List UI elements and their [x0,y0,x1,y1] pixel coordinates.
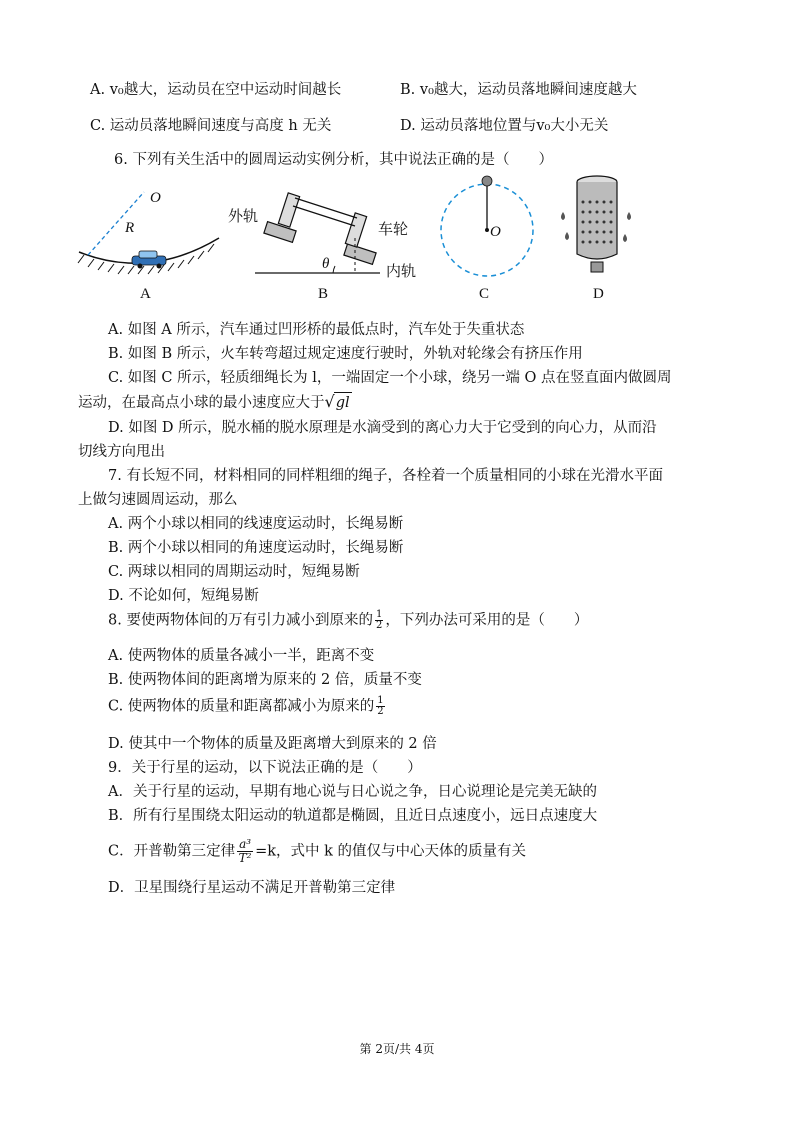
q6-option-d-line1: D. 如图 D 所示，脱水桶的脱水原理是水滴受到的离心力大于它受到的向心力，从而沿 [108,420,657,436]
q9-option-c: C．开普勒第三定律 $\frac{\text{a³}}{\text{T²}}$ =k，式中 k 的值仅与中心天体的质量有关 [108,837,527,865]
figure-a-label: A [140,286,151,302]
q7-option-a: A. 两个小球以相同的线速度运动时，长绳易断 [108,516,404,532]
q8-c-fraction: $\frac{1}{2}$ [377,695,384,717]
q5-option-d: D. 运动员落地位置与v₀大小无关 [400,118,609,134]
q9-option-d: D．卫星围绕行星运动不满足开普勒第三定律 [108,880,396,896]
q9-stem: 9．关于行星的运动，以下说法正确的是（ ） [108,760,422,776]
q6-option-b: B. 如图 B 所示，火车转弯超过规定速度行驶时，外轨对轮缘会有挤压作用 [108,346,583,362]
page-footer: 第 2页/共 4页 [359,1042,435,1056]
figure-c-label: C [479,286,490,302]
figure-c-o-label: O [490,224,501,240]
figure-a-r-label: R [125,220,135,236]
q9-option-b: B．所有行星围绕太阳运动的轨道都是椭圆，且近日点速度小，远日点速度大 [108,808,598,824]
figure-b-label: B [318,286,329,302]
wheel-label: 车轮 [378,222,409,238]
q7-option-c: C. 两球以相同的周期运动时，短绳易断 [108,564,360,580]
sqrt-gl: gl [334,392,352,413]
q6-option-a: A. 如图 A 所示，汽车通过凹形桥的最低点时，汽车处于失重状态 [108,322,525,338]
q9-option-a: A．关于行星的运动，早期有地心说与日心说之争，日心说理论是完美无缺的 [108,784,597,800]
q8-option-d: D. 使其中一个物体的质量及距离增大到原来的 2 倍 [108,736,437,752]
q8-option-c: C. 使两物体的质量和距离都减小为原来的 $\frac{1}{2}$ [108,695,384,717]
q8-option-b: B. 使两物体间的距离增为原来的 2 倍，质量不变 [108,672,422,688]
q7-option-d: D. 不论如何，短绳易断 [108,588,259,604]
figure-a-o-label: O [150,190,161,206]
kepler-fraction: $\frac{\text{a³}}{\text{T²}}$ [238,837,252,865]
q6-stem: 6. 下列有关生活中的圆周运动实例分析，其中说法正确的是（ ） [114,152,553,168]
q7-stem-line2: 上做匀速圆周运动，那么 [78,492,238,508]
q5-option-c: C. 运动员落地瞬间速度与高度 h 无关 [90,118,332,134]
q8-option-a: A. 使两物体的质量各减小一半，距离不变 [108,648,375,664]
figure-a-concave-bridge [74,180,224,275]
q7-stem-line1: 7. 有长短不同，材料相同的同样粗细的绳子，各栓着一个质量相同的小球在光滑水平面 [108,468,663,484]
inner-rail-label: 内轨 [386,264,417,280]
figure-d-label: D [593,286,604,302]
q6-option-d-line2: 切线方向甩出 [78,444,165,460]
q8-fraction: $\frac{1}{2}$ [375,609,383,631]
q5-option-b: B. v₀越大，运动员落地瞬间速度越大 [400,82,637,98]
q5-option-a: A. v₀越大，运动员在空中运动时间越长 [90,82,342,98]
outer-rail-label: 外轨 [228,209,259,225]
q6-option-c-line2: 运动，在最高点小球的最小速度应大于√gl [78,392,350,411]
figure-d-spin-dryer [555,172,640,282]
theta-label: θ [322,256,330,272]
q6-option-c-line1: C. 如图 C 所示，轻质细绳长为 l，一端固定一个小球，绕另一端 O 点在竖直面内做圆周 [108,370,672,386]
q7-option-b: B. 两个小球以相同的角速度运动时，长绳易断 [108,540,404,556]
q8-stem: 8. 要使两物体间的万有引力减小到原来的 $\frac{1}{2}$ ，下列办法可采用的是（ ） [108,609,589,631]
